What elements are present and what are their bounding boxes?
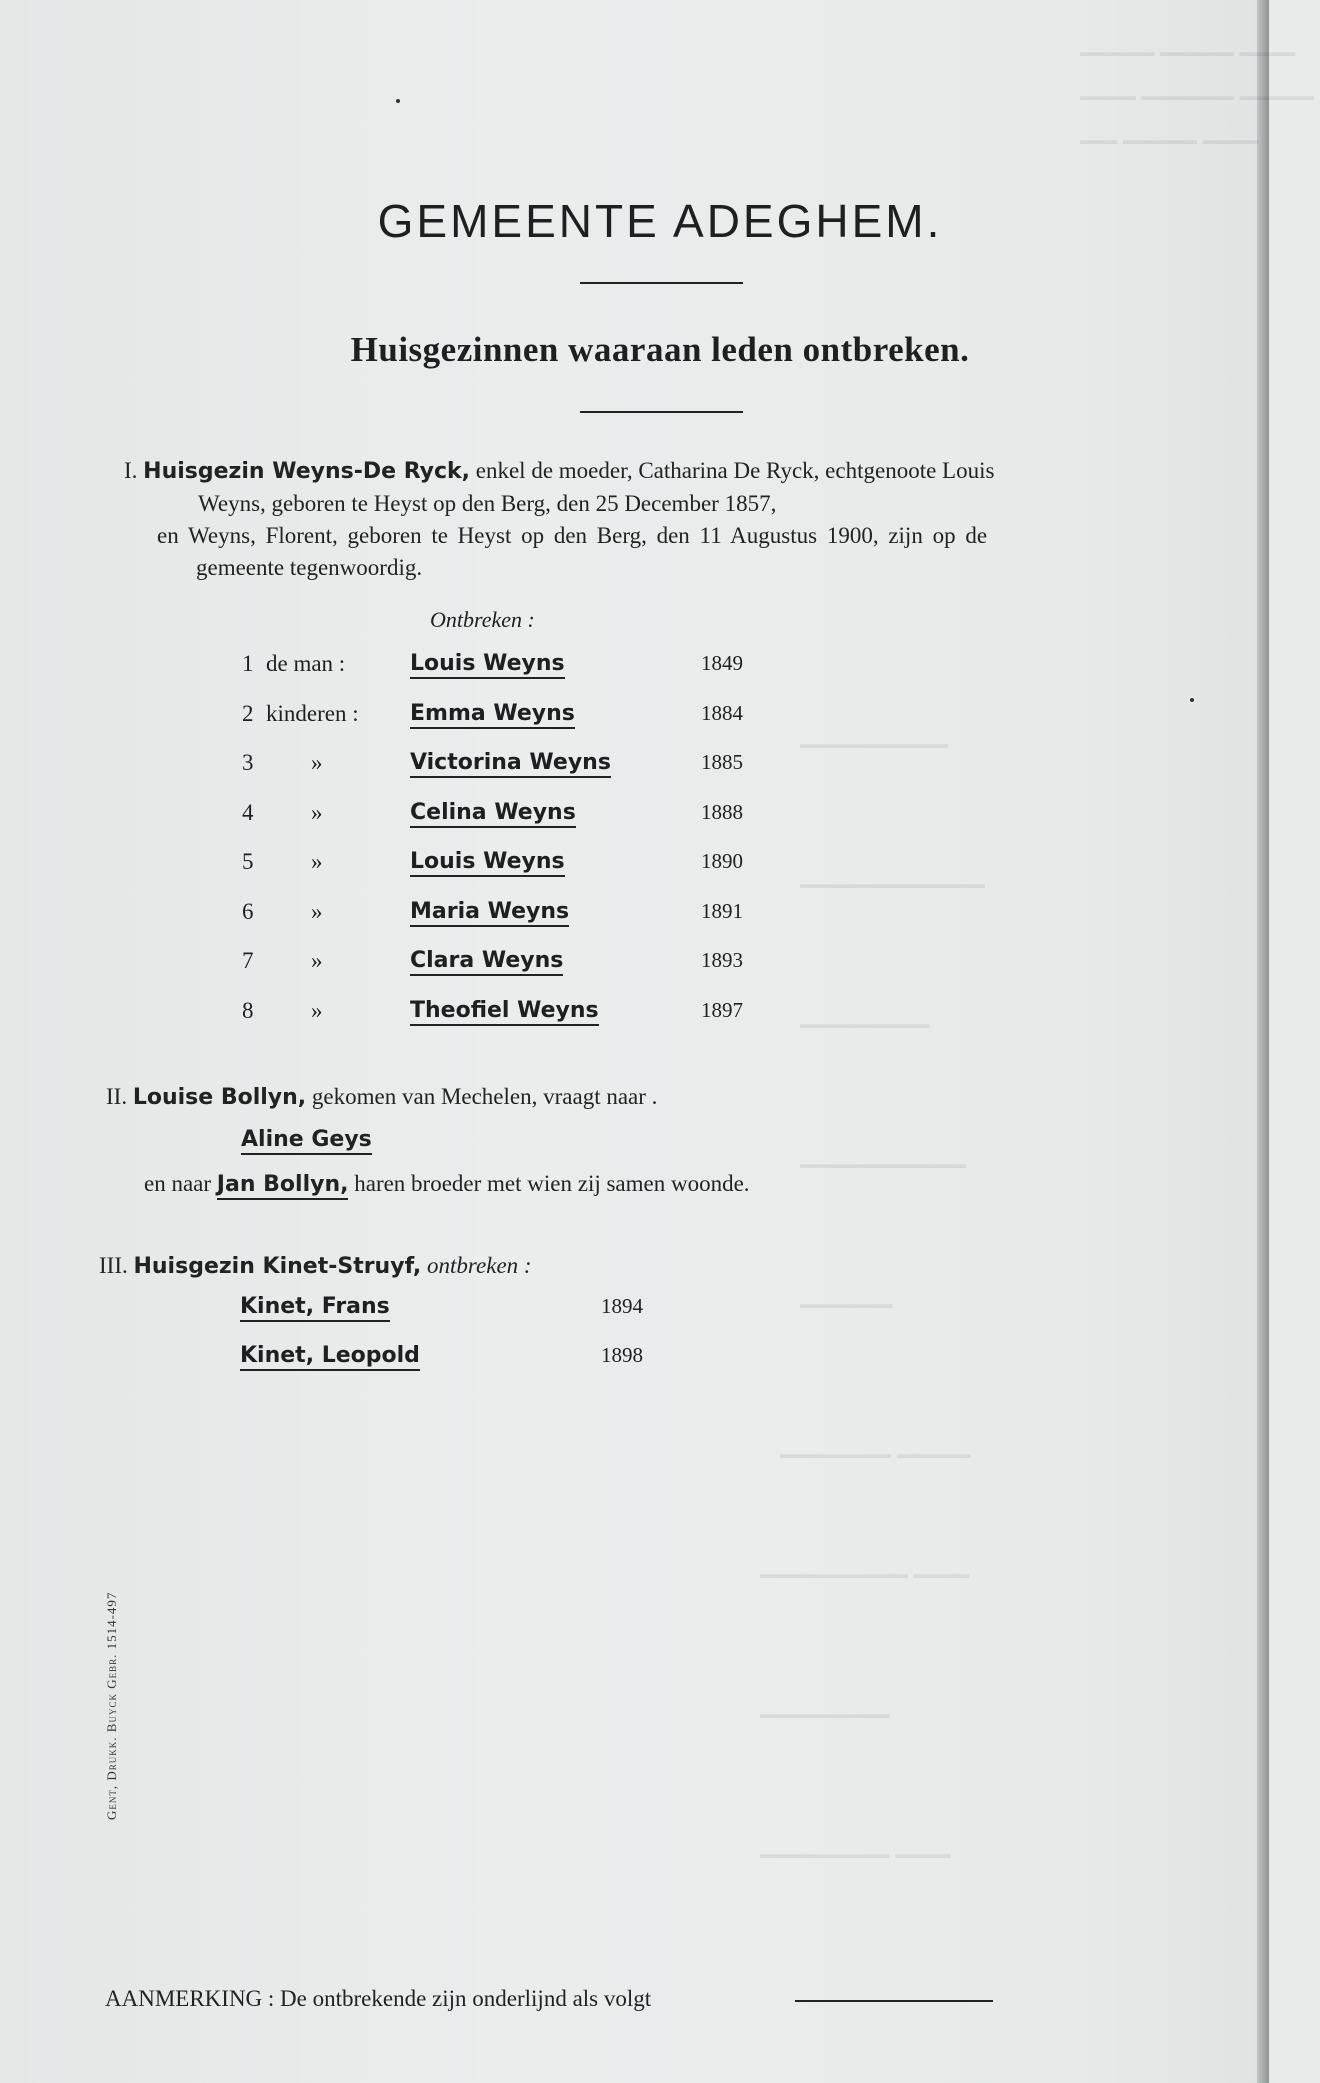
missing-name: Louis Weyns — [410, 651, 565, 679]
missing-name: Maria Weyns — [410, 899, 569, 927]
birth-year: 1849 — [701, 651, 743, 675]
section2-pre: en naar — [144, 1171, 212, 1196]
missing-name: Jan Bollyn, — [217, 1172, 349, 1200]
page-subtitle: Huisgezinnen waaraan leden ontbreken. — [350, 330, 970, 369]
row-label: kinderen : — [266, 700, 359, 726]
row-number: 7 — [242, 948, 254, 973]
printer-note: Gent, Drukk. Buyck Gebr. 1514-497 — [104, 1591, 119, 1820]
missing-row — [0, 701, 900, 735]
section1-line4: gemeente tegenwoordig. — [196, 555, 423, 580]
ink-speck — [396, 99, 400, 103]
section2-text: gekomen van Mechelen, vraagt naar . — [311, 1084, 658, 1109]
page-title: GEMEENTE ADEGHEM. — [377, 195, 943, 247]
section1-missing-label: Ontbreken : — [430, 607, 535, 632]
section2-line1 — [106, 1080, 657, 1114]
missing-name: Clara Weyns — [410, 948, 563, 976]
row-number: 2 — [242, 700, 254, 726]
missing-name: Victorina Weyns — [410, 750, 611, 778]
section2-post: haren broeder met wien zij samen woonde. — [354, 1171, 750, 1196]
missing-name: Theofiel Weyns — [410, 998, 599, 1026]
missing-row — [0, 651, 900, 685]
missing-row — [0, 899, 900, 933]
subtitle-divider — [580, 411, 743, 413]
birth-year: 1897 — [701, 997, 743, 1022]
missing-name: Emma Weyns — [410, 701, 575, 729]
birth-year: 1888 — [701, 799, 743, 824]
missing-name: Celina Weyns — [410, 800, 576, 828]
birth-year: 1893 — [701, 948, 743, 972]
missing-row — [0, 948, 900, 982]
birth-year: 1898 — [601, 1343, 643, 1367]
section1-numeral: I. — [124, 458, 138, 483]
missing-row — [0, 750, 900, 784]
birth-year: 1894 — [601, 1294, 643, 1318]
row-number: 5 — [242, 849, 254, 874]
row-number: 4 — [242, 799, 254, 825]
section2-heading: Louise Bollyn, — [132, 1085, 307, 1110]
ditto-mark: » — [311, 898, 323, 924]
row-number: 8 — [242, 997, 254, 1023]
missing-name: Kinet, Frans — [240, 1294, 390, 1322]
row-number: 3 — [242, 750, 254, 775]
ditto-mark: » — [311, 997, 323, 1023]
missing-row — [0, 998, 900, 1032]
missing-row — [0, 849, 900, 883]
footer-underline-sample — [795, 2000, 993, 2002]
footer-remark: AANMERKING : De ontbrekende zijn onderlijnd als volgt — [105, 1986, 652, 2011]
section1-line3: en Weyns, Florent, geboren te Heyst op den Berg, den 11 Augustus 1900, zijn op de — [157, 523, 988, 548]
missing-name: Kinet, Leopold — [240, 1343, 420, 1371]
section1-line2: Weyns, geboren te Heyst op den Berg, den 25 December 1857, — [198, 491, 777, 516]
row-number: 1 — [242, 651, 254, 676]
ditto-mark: » — [311, 750, 323, 775]
ditto-mark: » — [311, 948, 323, 973]
section2-numeral: II. — [106, 1084, 128, 1109]
section1-line1 — [124, 454, 994, 488]
missing-name: Louis Weyns — [410, 849, 565, 877]
row-number: 6 — [242, 898, 254, 924]
ditto-mark: » — [311, 849, 323, 874]
section2-missing-name — [241, 1122, 372, 1156]
page-edge — [1257, 0, 1269, 2083]
section2-line3 — [144, 1167, 750, 1201]
section1-text: enkel de moeder, Catharina De Ryck, echtgenoote Louis — [475, 458, 995, 483]
missing-row — [0, 1294, 900, 1328]
section3-heading: Huisgezin Kinet-Struyf, — [133, 1254, 422, 1279]
birth-year: 1884 — [701, 700, 743, 725]
ink-speck — [1190, 698, 1194, 702]
missing-row — [0, 800, 900, 834]
birth-year: 1890 — [701, 849, 743, 873]
section3-missing-label: ontbreken : — [427, 1253, 532, 1278]
section1-heading: Huisgezin Weyns-De Ryck, — [143, 459, 471, 484]
section3-line1 — [99, 1249, 532, 1283]
birth-year: 1891 — [701, 898, 743, 923]
missing-name: Aline Geys — [241, 1127, 372, 1155]
ditto-mark: » — [311, 799, 323, 825]
missing-row — [0, 1343, 900, 1377]
birth-year: 1885 — [701, 750, 743, 774]
section3-numeral: III. — [99, 1253, 128, 1278]
row-label: de man : — [266, 651, 346, 676]
title-divider — [580, 282, 743, 284]
